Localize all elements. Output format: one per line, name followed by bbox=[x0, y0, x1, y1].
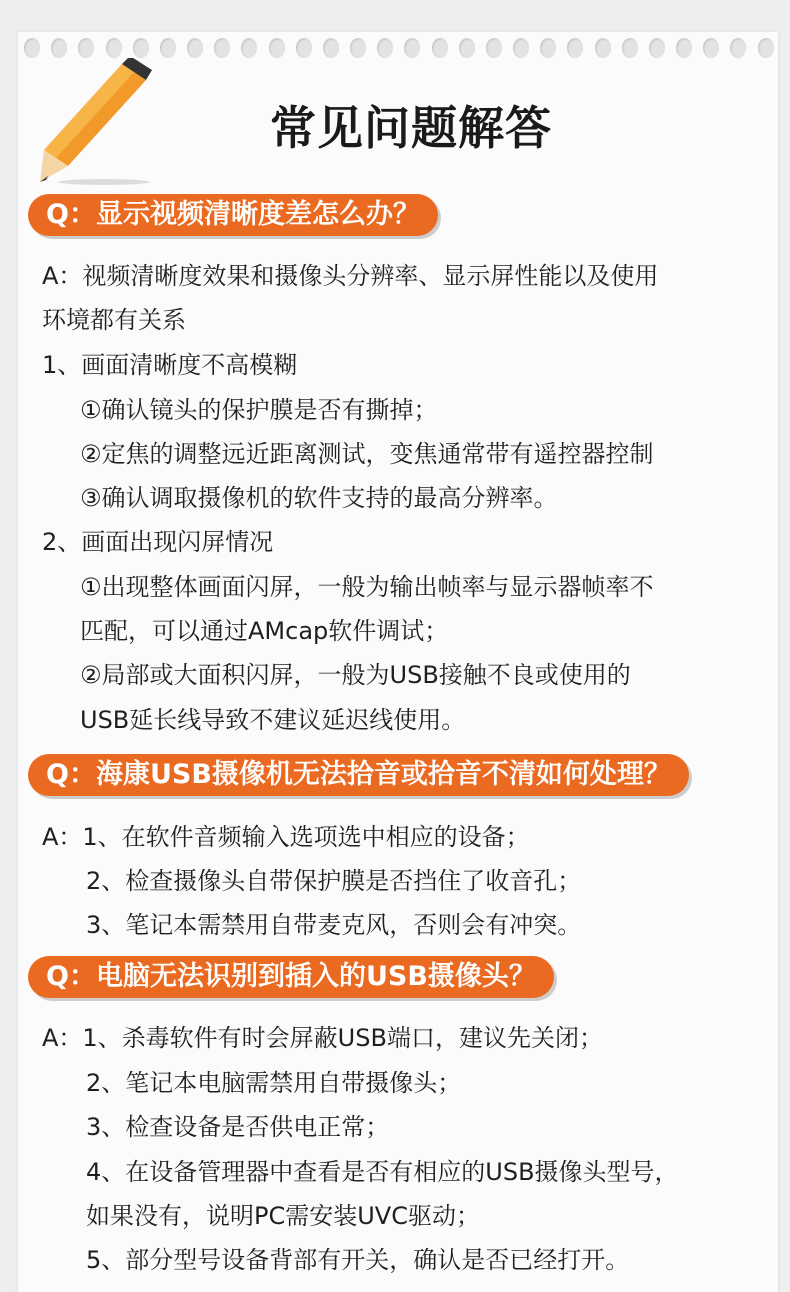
binder-hole bbox=[323, 38, 339, 58]
binder-hole bbox=[404, 38, 420, 58]
binder-hole bbox=[540, 38, 556, 58]
answer-line: 如果没有，说明PC需安装UVC驱动； bbox=[86, 1202, 480, 1230]
answer-line: 1、画面清晰度不高模糊 bbox=[42, 351, 298, 379]
answer-line: 5、部分型号设备背部有开关，确认是否已经打开。 bbox=[86, 1246, 630, 1274]
answer-line: ②定焦的调整远近距离测试，变焦通常带有遥控器控制 bbox=[80, 440, 654, 468]
answer-line: 2、检查摄像头自带保护膜是否挡住了收音孔； bbox=[86, 867, 582, 895]
binder-hole bbox=[432, 38, 448, 58]
answer-line: A：视频清晰度效果和摄像头分辨率、显示屏性能以及使用 bbox=[42, 262, 659, 290]
binder-hole bbox=[567, 38, 583, 58]
binder-hole bbox=[758, 38, 774, 58]
question-banner: Q：海康USB摄像机无法拾音或拾音不清如何处理？ bbox=[28, 754, 689, 796]
binder-hole bbox=[649, 38, 665, 58]
binder-hole bbox=[160, 38, 176, 58]
answer-line: ①确认镜头的保护膜是否有撕掉； bbox=[80, 396, 438, 424]
binder-hole bbox=[296, 38, 312, 58]
answer-line: 2、画面出现闪屏情况 bbox=[42, 528, 274, 556]
binder-hole bbox=[622, 38, 638, 58]
binder-hole bbox=[51, 38, 67, 58]
binder-hole bbox=[595, 38, 611, 58]
binder-hole bbox=[459, 38, 475, 58]
question-banner: Q：显示视频清晰度差怎么办？ bbox=[28, 194, 438, 236]
question-banner: Q：电脑无法识别到插入的USB摄像头？ bbox=[28, 956, 554, 998]
binder-hole bbox=[187, 38, 203, 58]
binder-hole bbox=[513, 38, 529, 58]
binder-hole bbox=[730, 38, 746, 58]
answer-line: 4、在设备管理器中查看是否有相应的USB摄像头型号， bbox=[86, 1158, 679, 1186]
pencil-icon bbox=[34, 58, 154, 188]
answer-line: ②局部或大面积闪屏，一般为USB接触不良或使用的 bbox=[80, 661, 631, 689]
binder-hole bbox=[676, 38, 692, 58]
binder-hole bbox=[377, 38, 393, 58]
binder-hole bbox=[214, 38, 230, 58]
answer-line: 匹配，可以通过AMcap软件调试； bbox=[80, 617, 449, 645]
answer-line: USB延长线导致不建议延迟线使用。 bbox=[80, 706, 466, 734]
binder-hole bbox=[133, 38, 149, 58]
binder-hole bbox=[269, 38, 285, 58]
answer-line: ①出现整体画面闪屏，一般为输出帧率与显示器帧率不 bbox=[80, 573, 654, 601]
answer-line: 3、笔记本需禁用自带麦克风，否则会有冲突。 bbox=[86, 911, 582, 939]
answer-line: A：1、杀毒软件有时会屏蔽USB端口，建议先关闭； bbox=[42, 1024, 603, 1052]
binder-hole bbox=[24, 38, 40, 58]
answer-line: 3、检查设备是否供电正常； bbox=[86, 1113, 390, 1141]
answer-line: ③确认调取摄像机的软件支持的最高分辨率。 bbox=[80, 484, 558, 512]
binder-holes bbox=[24, 36, 774, 60]
answer-line: 2、笔记本电脑需禁用自带摄像头； bbox=[86, 1069, 462, 1097]
answer-line: A：1、在软件音频输入选项选中相应的设备； bbox=[42, 823, 530, 851]
binder-hole bbox=[703, 38, 719, 58]
binder-hole bbox=[486, 38, 502, 58]
binder-hole bbox=[106, 38, 122, 58]
page-title: 常见问题解答 bbox=[270, 101, 552, 155]
binder-hole bbox=[78, 38, 94, 58]
binder-hole bbox=[241, 38, 257, 58]
answer-line: 环境都有关系 bbox=[42, 306, 186, 334]
binder-hole bbox=[350, 38, 366, 58]
